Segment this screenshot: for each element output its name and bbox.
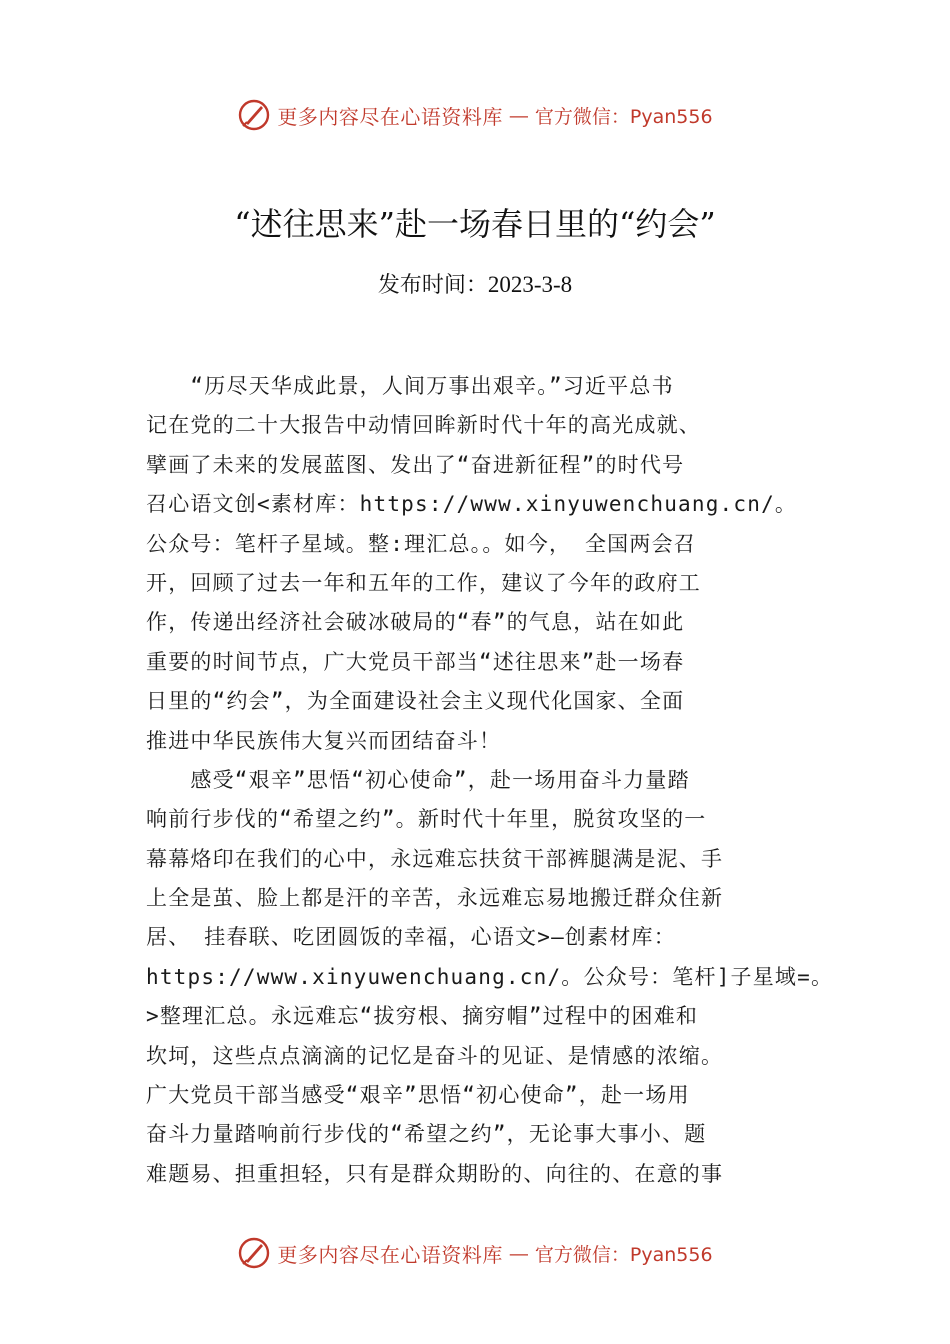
body-line: 擘画了未来的发展蓝图、发出了“奋进新征程”的时代号 [146,452,685,477]
body-line: 公众号：笔杆子星域。整:理汇总。。如今， 全国两会召 [146,531,696,556]
body-line: 作，传递出经济社会破冰破局的“春”的气息，站在如此 [146,610,685,635]
body-line: >整理汇总。永远难忘“拔穷根、摘穷帽”过程中的困难和 [146,1004,699,1029]
body-line: https://www.xinyuwenchuang.cn/。公众号：笔杆]子星域=。 [146,964,834,989]
header-banner [0,95,950,135]
body-line: 幕幕烙印在我们的心中，永远难忘扶贫干部裤腿满是泥、手 [146,846,724,871]
body-line: 日里的“约会”，为全面建设社会主义现代化国家、全面 [146,689,685,714]
body-line: 记在党的二十大报告中动情回眸新时代十年的高光成就、 [146,413,701,438]
body-line: 开，回顾了过去一年和五年的工作，建议了今年的政府工 [146,570,701,595]
body-line: 感受“艰辛”思悟“初心使命”，赴一场用奋斗力量踏 [146,767,690,792]
footer-banner [0,1233,950,1273]
banner-wechat-text: 官方微信：Pyan556 [534,105,713,128]
body-line: 奋斗力量踏响前行步伐的“希望之约”，无论事大事小、题 [146,1122,707,1147]
publish-date-label: 发布时间： [377,273,488,298]
body-line: 广大党员干部当感受“艰辛”思悟“初心使命”，赴一场用 [146,1083,690,1108]
banner-main-text: 更多内容尽在心语资料库 [277,1242,503,1267]
body-line: 居、 挂春联、吃团圆饭的幸福，心语文>—创素材库： [146,925,676,950]
quill-logo-icon [237,1236,271,1270]
banner-main-text: 更多内容尽在心语资料库 [277,104,503,129]
document-body [146,367,834,1194]
banner-separator: — [508,103,529,127]
body-line: 推进中华民族伟大复兴而团结奋斗！ [146,728,502,753]
banner-wechat-text: 官方微信：Pyan556 [534,1243,713,1266]
document-title: “述往思来”赴一场春日里的“约会” [234,205,716,243]
publish-date-value: 2023-3-8 [487,272,573,297]
body-line: 响前行步伐的“希望之约”。新时代十年里，脱贫攻坚的一 [146,807,707,832]
body-line: 上全是茧、脸上都是汗的辛苦，永远难忘易地搬迁群众住新 [146,886,724,911]
body-line: “历尽天华成此景，人间万事出艰辛。”习近平总书 [146,374,674,398]
body-line: 召心语文创<素材库：https://www.xinyuwenchuang.cn/。 [146,492,798,517]
quill-logo-icon [237,98,271,132]
body-line: 难题易、担重担轻，只有是群众期盼的、向往的、在意的事 [146,1161,724,1186]
body-line: 坎坷，这些点点滴滴的记忆是奋斗的见证、是情感的浓缩。 [146,1043,724,1068]
body-line: 重要的时间节点，广大党员干部当“述往思来”赴一场春 [146,649,685,674]
publish-date [0,268,950,303]
banner-separator: — [508,1241,529,1265]
